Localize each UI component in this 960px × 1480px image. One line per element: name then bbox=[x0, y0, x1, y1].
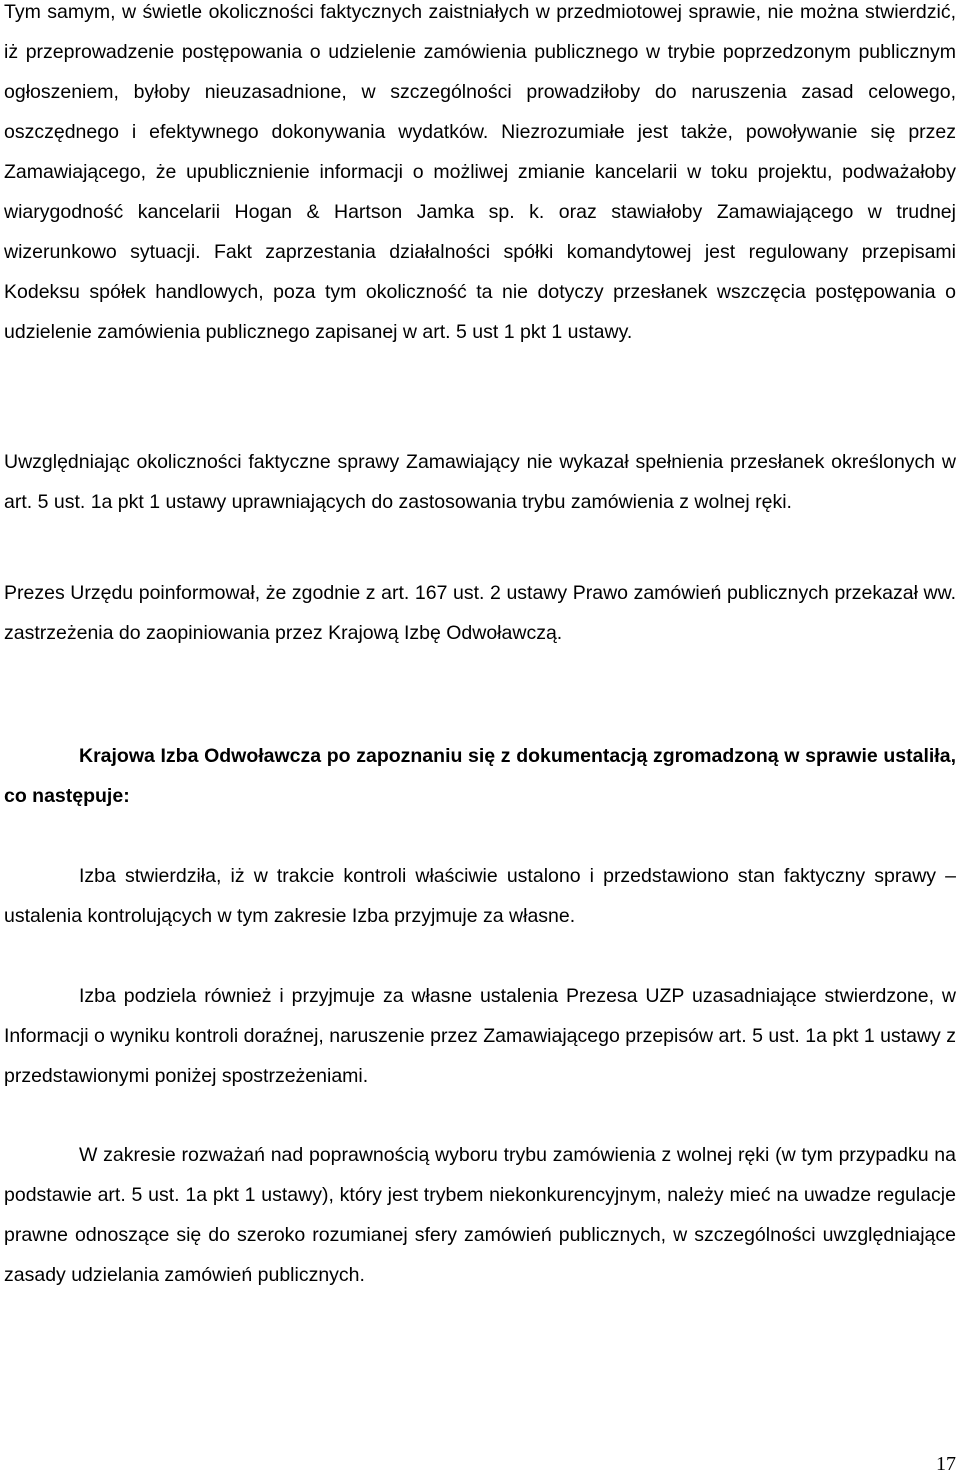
section-heading: Krajowa Izba Odwoławcza po zapoznaniu się z dokumentacją zgromadzoną w sprawie ustaliła, co następuje: bbox=[4, 745, 956, 807]
paragraph-considerations: W zakresie rozważań nad poprawnością wyboru trybu zamówienia z wolnej ręki (w tym przypadku na podstawie art. 5 ust. 1a pkt 1 ustawy), który jest trybem niekonkurencyjnym, należy mieć na uwadze regulacje prawne odnoszące się do szeroko rozumianej sfery zamówień publicznych, w szczególności uwzględniające zasady udzielania zamówień publicznych. bbox=[4, 1144, 956, 1286]
paragraph-president-notice: Prezes Urzędu poinformował, że zgodnie z art. 167 ust. 2 ustawy Prawo zamówień publicznych przekazał ww. zastrzeżenia do zaopiniowania przez Krajową Izbę Odwoławczą. bbox=[4, 582, 956, 644]
paragraph-chamber-agreement: Izba podziela również i przyjmuje za własne ustalenia Prezesa UZP uzasadniające stwierdzone, w Informacji o wyniku kontroli doraźnej, naruszenie przez Zamawiającego przepisów art. 5 ust. 1a pkt 1 ustawy z przedstawionymi poniżej spostrzeżeniami. bbox=[4, 985, 956, 1087]
page-number: 17 bbox=[936, 1453, 956, 1475]
paragraph-findings: Uwzględniając okoliczności faktyczne sprawy Zamawiający nie wykazał spełnienia przesłanek określonych w art. 5 ust. 1a pkt 1 ustawy uprawniających do zastosowania trybu zamówienia z wolnej ręki. bbox=[4, 451, 956, 513]
paragraph-chamber-statement: Izba stwierdziła, iż w trakcie kontroli właściwie ustalono i przedstawiono stan faktyczny sprawy – ustalenia kontrolujących w tym zakresie Izba przyjmuje za własne. bbox=[4, 865, 956, 927]
paragraph-conclusion: Tym samym, w świetle okoliczności faktycznych zaistniałych w przedmiotowej sprawie, nie można stwierdzić, iż przeprowadzenie postępowania o udzielenie zamówienia publicznego w trybie poprzedzonym publicznym ogłoszeniem, byłoby nieuzasadnione, w szczególności prowadziłoby do naruszenia zasad celowego, oszczędnego i efektywnego dokonywania wydatków. Niezrozumiałe jest także, powoływanie się przez Zamawiającego, że upublicznienie informacji o możliwej zmianie kancelarii w toku projektu, podważałoby wiarygodność kancelarii Hogan & Hartson Jamka sp. k. oraz stawiałoby Zamawiającego w trudnej wizerunkowo sytuacji. Fakt zaprzestania działalności spółki komandytowej jest regulowany przepisami Kodeksu spółek handlowych, poza tym okoliczność ta nie dotyczy przesłanek wszczęcia postępowania o udzielenie zamówienia publicznego zapisanej w art. 5 ust 1 pkt 1 ustawy. bbox=[4, 1, 956, 343]
